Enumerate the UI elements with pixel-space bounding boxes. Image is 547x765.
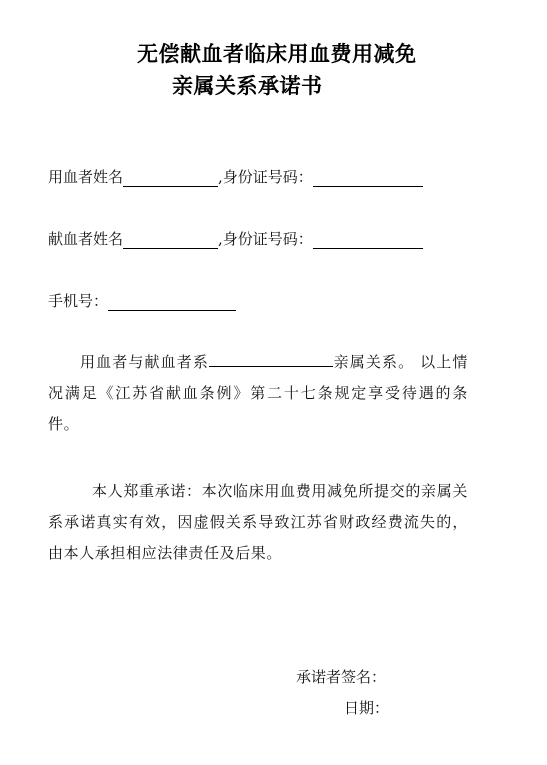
promise-paragraph: 本人郑重承诺：本次临床用血费用减免所提交的亲属关系承诺真实有效，因虚假关系导致江苏省财政经费流失的， 由本人承担相应法律责任及后果。: [48, 482, 468, 562]
relation-paragraph: [48, 347, 468, 440]
document-title-line2: 亲属关系承诺书: [172, 73, 323, 98]
recipient-id-blank[interactable]: [313, 170, 423, 187]
recipient-info-line: [48, 166, 423, 187]
date-label: 日期：: [344, 699, 390, 717]
donor-name-blank[interactable]: [123, 232, 218, 249]
recipient-name-label: 用血者姓名: [48, 168, 124, 186]
phone-blank[interactable]: [108, 294, 236, 311]
donor-id-label: ,身份证号码：: [218, 230, 313, 248]
donor-info-line: [48, 228, 423, 249]
relation-text-part1: 用血者与献血者系: [80, 353, 210, 371]
document-title-line1: 无偿献血者临床用血费用减免: [137, 41, 417, 66]
donor-name-label: 献血者姓名: [48, 230, 124, 248]
relation-blank[interactable]: [209, 352, 333, 367]
phone-line: [48, 290, 236, 311]
recipient-name-blank[interactable]: [123, 170, 218, 187]
phone-label: 手机号：: [48, 292, 109, 310]
signer-label: 承诺者签名：: [296, 668, 387, 686]
relation-text-part2: 亲属关系。 以上情况满足《江苏省献血条例》第二十七条规定享受待遇的条件。: [48, 353, 468, 433]
donor-id-blank[interactable]: [313, 232, 423, 249]
recipient-id-label: ,身份证号码：: [218, 168, 313, 186]
